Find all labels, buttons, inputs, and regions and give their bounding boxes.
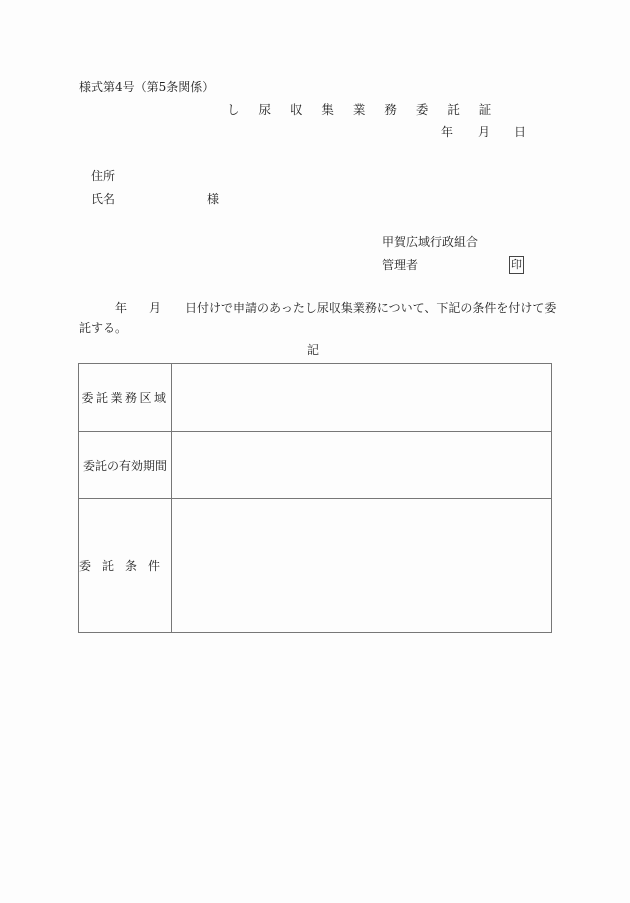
date-day-label: 日: [514, 125, 527, 139]
recipient-honorific: 様: [207, 192, 220, 206]
form-number: 様式第4号（第5条関係）: [79, 80, 215, 94]
issuer-manager-label: 管理者: [382, 258, 419, 272]
seal-mark: 印: [509, 256, 524, 274]
issuer-organization: 甲賀広域行政組合: [382, 235, 479, 249]
row-label-cell: [79, 432, 172, 499]
row-label-cell: [79, 499, 172, 633]
label-validity-period: 委託の有効期間: [82, 458, 167, 473]
body-month-label: 月: [149, 301, 162, 315]
label-service-area: 委託業務区域: [81, 391, 169, 405]
table-row: [79, 499, 552, 633]
body-text-line-1: [115, 302, 556, 314]
date-month-label: 月: [478, 125, 491, 139]
recipient-name-label: 氏名: [91, 192, 116, 206]
body-text-rest: 日付けで申請のあったし尿収集業務について、下記の条件を付けて委: [185, 301, 557, 315]
table-row: [79, 432, 552, 499]
ki-heading: 記: [307, 343, 320, 357]
recipient-address-label: 住所: [91, 169, 116, 183]
validity-period-field[interactable]: [172, 432, 552, 499]
conditions-table: [78, 363, 552, 633]
row-label-cell: [79, 364, 172, 432]
table-row: [79, 364, 552, 432]
body-text-line-2: 託する。: [79, 321, 128, 335]
document-title: し 尿 収 集 業 務 委 託 証: [227, 102, 499, 117]
label-conditions: 委託条件: [79, 559, 172, 573]
conditions-field[interactable]: [172, 499, 552, 633]
body-year-label: 年: [115, 301, 128, 315]
issue-date: [441, 126, 526, 138]
date-year-label: 年: [441, 125, 454, 139]
service-area-field[interactable]: [172, 364, 552, 432]
